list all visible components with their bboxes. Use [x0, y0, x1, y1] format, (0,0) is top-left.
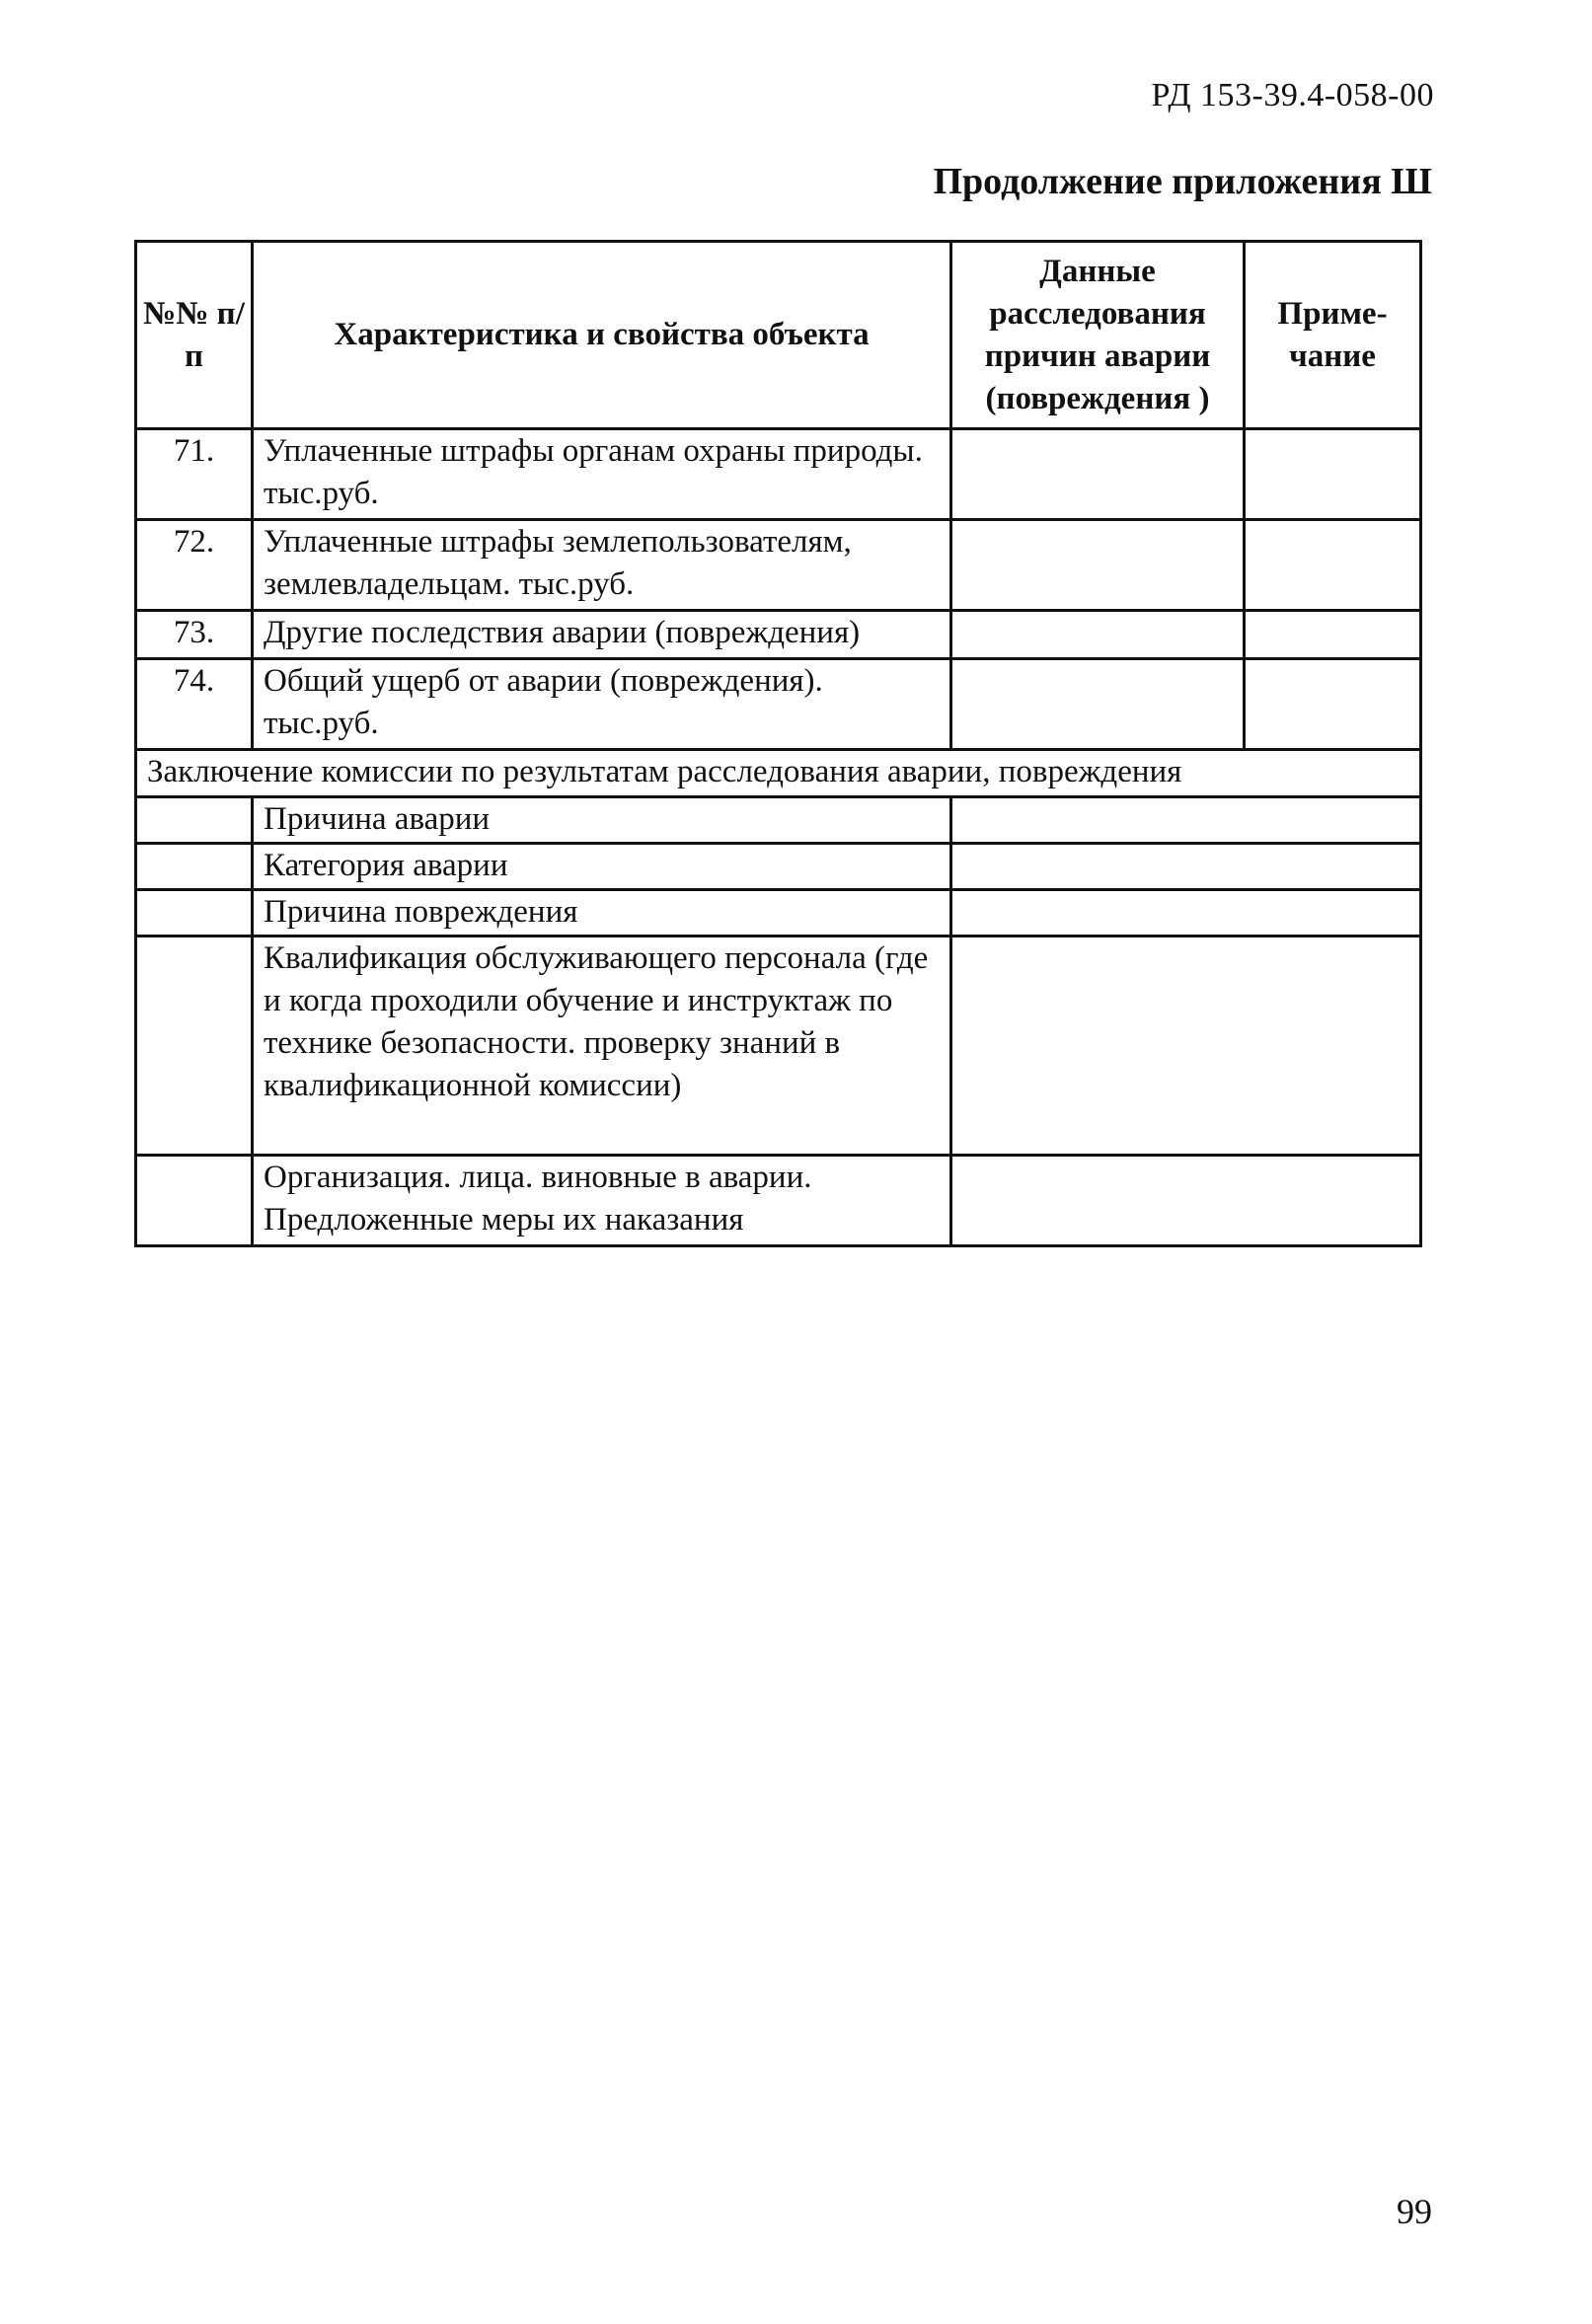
conclusion-row — [136, 890, 1421, 937]
row-data-cell — [951, 611, 1245, 659]
table-row — [136, 611, 1421, 659]
row-data-cell — [951, 520, 1245, 611]
row-number: 73. — [136, 611, 253, 659]
conclusion-label: Категория аварии — [253, 844, 951, 890]
row-note-cell — [1245, 659, 1421, 750]
conclusion-value-cell — [951, 890, 1421, 937]
conclusion-row — [136, 937, 1421, 1156]
conclusion-number-cell — [136, 890, 253, 937]
row-data-cell — [951, 429, 1245, 520]
conclusion-number-cell — [136, 844, 253, 890]
row-characteristic: Уплаченные штрафы органам охраны природы. тыс.руб. — [253, 429, 951, 520]
table-row — [136, 429, 1421, 520]
conclusion-row — [136, 797, 1421, 844]
column-header-characteristic: Характеристика и свойства объекта — [253, 242, 951, 429]
row-note-cell — [1245, 520, 1421, 611]
row-data-cell — [951, 659, 1245, 750]
row-note-cell — [1245, 611, 1421, 659]
row-number: 71. — [136, 429, 253, 520]
column-header-note: Приме-чание — [1245, 242, 1421, 429]
document-code: РД 153-39.4-058-00 — [1151, 77, 1434, 113]
appendix-title: Продолжение приложения Ш — [933, 161, 1432, 202]
summary-row — [136, 750, 1421, 797]
commission-conclusion-heading: Заключение комиссии по результатам расследования аварии, повреждения — [136, 750, 1421, 797]
conclusion-number-cell — [136, 797, 253, 844]
row-characteristic: Уплаченные штрафы землепользователям, землевладельцам. тыс.руб. — [253, 520, 951, 611]
conclusion-label: Организация. лица. виновные в аварии. Предложенные меры их наказания — [253, 1156, 951, 1246]
row-number: 72. — [136, 520, 253, 611]
conclusion-row — [136, 844, 1421, 890]
table-row — [136, 520, 1421, 611]
row-characteristic: Другие последствия аварии (повреждения) — [253, 611, 951, 659]
table-row — [136, 659, 1421, 750]
row-note-cell — [1245, 429, 1421, 520]
row-characteristic: Общий ущерб от аварии (повреждения). тыс.руб. — [253, 659, 951, 750]
conclusion-value-cell — [951, 797, 1421, 844]
conclusion-label: Причина аварии — [253, 797, 951, 844]
appendix-table — [134, 240, 1422, 1247]
conclusion-row — [136, 1156, 1421, 1246]
conclusion-value-cell — [951, 844, 1421, 890]
conclusion-value-cell — [951, 1156, 1421, 1246]
table-header-row — [136, 242, 1421, 429]
conclusion-label: Квалификация обслуживающего персонала (где и когда проходили обучение и инструктаж по технике безопасности. проверку знаний в квалификационной комиссии) — [253, 937, 951, 1156]
column-header-number: №№ п/п — [136, 242, 253, 429]
conclusion-label: Причина повреждения — [253, 890, 951, 937]
conclusion-value-cell — [951, 937, 1421, 1156]
column-header-investigation-data: Данные расследования причин аварии (повреждения ) — [951, 242, 1245, 429]
conclusion-number-cell — [136, 937, 253, 1156]
conclusion-number-cell — [136, 1156, 253, 1246]
page-number: 99 — [1397, 2192, 1432, 2231]
row-number: 74. — [136, 659, 253, 750]
